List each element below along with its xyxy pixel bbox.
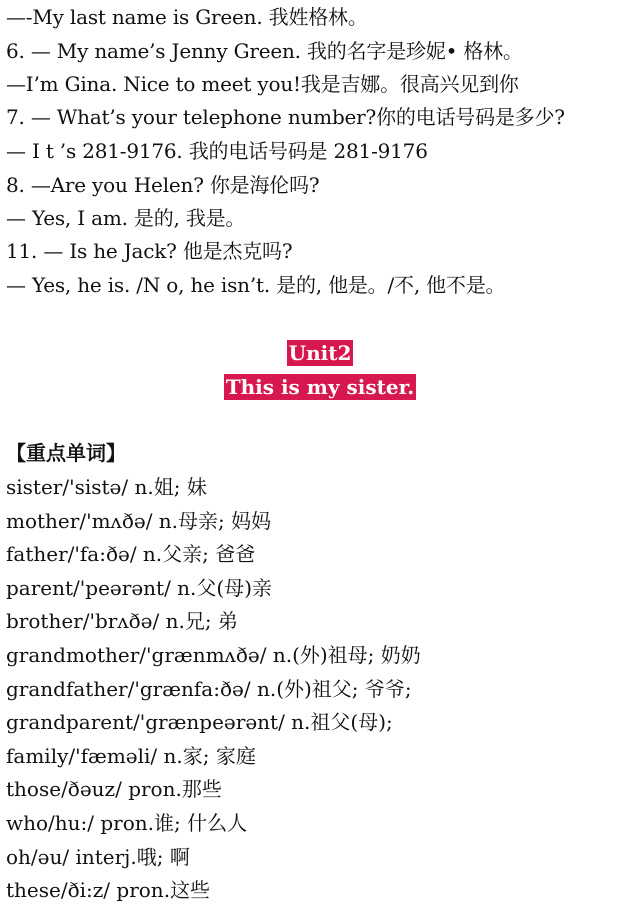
dialogue-line: 8. —Are you Helen? 你是海伦吗? [6,173,320,197]
dialogue-line: 7. — What’s your telephone number?你的电话号码是多少? [6,105,565,129]
vocab-row [6,877,210,903]
vocab-meaning: 兄; 弟 [184,609,238,634]
vocab-phonetic: /'brʌðə/ n. [82,609,185,634]
vocab-row [6,541,255,567]
vocab-row [6,575,272,601]
vocab-row [6,474,207,500]
vocab-phonetic: /'fa:ðə/ n. [67,542,163,567]
vocab-word: mother [6,508,80,533]
dialogue-line: 11. — Is he Jack? 他是杰克吗? [6,239,293,263]
vocab-meaning: 父(母)亲 [196,575,273,600]
dialogue-line: —I’m Gina. Nice to meet you!我是吉娜。很高兴见到你 [6,72,519,96]
vocab-row [6,743,256,769]
vocab-row [6,508,271,534]
unit-subtitle-block [0,374,640,400]
vocab-meaning: 祖父(母); [310,710,393,735]
vocab-word: father [6,542,68,567]
vocab-meaning: 这些 [170,878,211,903]
vocab-row [6,776,222,802]
dialogue-line: —-My last name is Green. 我姓格林。 [6,5,368,29]
vocab-meaning: (外)祖母; 奶奶 [292,643,421,667]
vocab-row [6,676,412,702]
vocab-phonetic: /'grænpeərənt/ n. [133,710,311,735]
dialogue-line: 6. — My name’s Jenny Green. 我的名字是珍妮• 格林。 [6,39,523,63]
vocab-phonetic: /'peərənt/ n. [73,575,197,600]
vocab-word: oh [6,844,31,869]
vocab-phonetic: /hu:/ pron. [48,811,155,835]
vocab-meaning: 母亲; 妈妈 [178,508,272,533]
vocab-word: grandparent [6,710,134,735]
vocab-word: grandfather [6,676,128,701]
vocab-word: grandmother [6,643,140,667]
vocab-row [6,810,247,836]
vocab-row [6,642,421,668]
vocab-meaning: 家; 家庭 [182,743,256,768]
vocab-word: sister [6,475,63,499]
unit-title-block [0,340,640,366]
vocab-word: these [6,878,61,903]
vocab-word: those [6,777,62,802]
vocab-row [6,608,238,634]
vocab-row [6,709,393,735]
vocab-word: family [6,743,69,768]
dialogue-line: — I t ’s 281-9176. 我的电话号码是 281-9176 [6,139,428,163]
vocab-row [6,844,190,870]
vocab-phonetic: /'fæməli/ n. [68,743,183,768]
vocab-phonetic: /əu/ interj. [30,844,137,869]
unit-subtitle: This is my sister. [225,375,415,399]
vocab-word: parent [6,575,74,600]
vocab-meaning: 那些 [181,777,222,802]
vocab-word: brother [6,609,83,634]
vocab-meaning: 谁; 什么人 [154,811,248,835]
dialogue-line: — Yes, he is. /N o, he isn’t. 是的, 他是。/不, 他不是。 [6,273,506,297]
vocab-phonetic: /'grænmʌðə/ n. [139,643,293,667]
vocab-phonetic: /'grænfa:ðə/ n. [127,676,277,701]
vocab-meaning: 父亲; 爸爸 [162,542,256,567]
unit-title: Unit2 [288,341,352,365]
vocab-phonetic: /'sistə/ n. [62,475,154,499]
vocab-word: who [6,811,49,835]
dialogue-line: — Yes, I am. 是的, 我是。 [6,206,246,230]
vocab-meaning: 哦; 啊 [136,844,190,869]
vocab-phonetic: /ði:z/ pron. [60,878,171,903]
vocab-meaning: (外)祖父; 爷爷; [276,676,412,701]
vocab-meaning: 姐; 妹 [153,475,207,499]
vocab-phonetic: /ðəuz/ pron. [61,777,182,802]
vocab-phonetic: /'mʌðə/ n. [79,508,179,533]
section-heading: 【重点单词】 [6,441,126,465]
